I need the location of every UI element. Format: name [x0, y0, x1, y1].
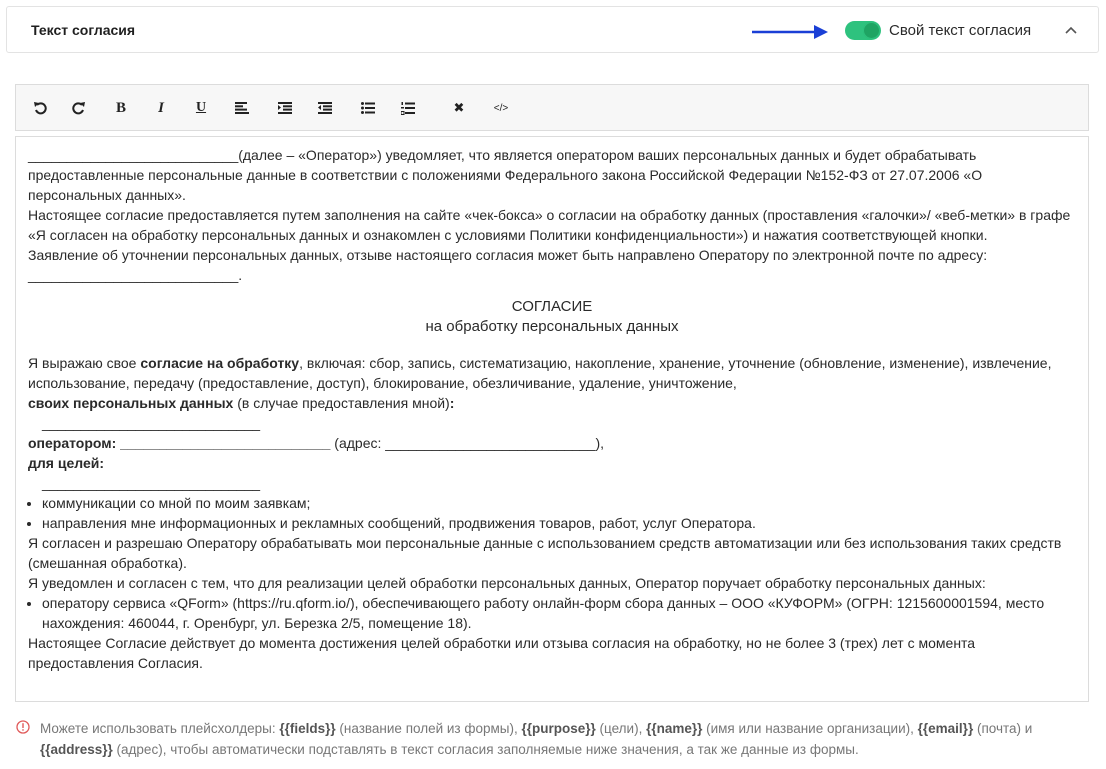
outdent-button[interactable]: [313, 96, 337, 120]
arrow-right-icon: [752, 24, 830, 40]
bullet-list-icon: [361, 102, 375, 114]
indent-icon: [278, 102, 292, 114]
paragraph-duration: Настоящее Согласие действует до момента достижения целей обработки или отзыва согласия на обработку, но не более 3 (трех) лет с момента предоставления Согласия.: [28, 635, 976, 671]
blank-data: ____________________________: [42, 415, 261, 431]
paragraph-automation: Я согласен и разрешаю Оператору обрабатывать мои персональные данные с использованием средств автоматизации или без использования таких средств (смешанная обработка).: [28, 535, 1062, 571]
custom-text-toggle[interactable]: [845, 21, 881, 40]
code-icon: </>: [493, 102, 509, 114]
hint-text: Можете использовать плейсхолдеры: {{fields}} (название полей из формы), {{purpose}} (цели), {{name}} (имя или название организации), {{email}} (почта) и {{address}} (адрес), чтобы автоматически подставлять в текст согласия заполняемые ниже значения, а так же данные из формы.: [40, 721, 1033, 757]
consent-text-editor[interactable]: [15, 136, 1089, 702]
consent-heading: СОГЛАСИЕ: [511, 298, 593, 315]
consent-subheading: на обработку персональных данных: [425, 318, 679, 335]
outdent-icon: [318, 102, 332, 114]
paragraph-own-data: своих персональных данных (в случае предоставления мной):: [28, 395, 455, 411]
bold-button[interactable]: [109, 96, 133, 120]
paragraph-operator: ___________________________(далее – «Оператор») уведомляет, что является оператором ваших персональных данных и будет обрабатывать предоставленные персональные данные в соответствии с положениями Федерального закона Российской Федерации №152-ФЗ от 27.07.2006 «О персональных данных».: [28, 147, 983, 203]
numbered-list-icon: [401, 102, 415, 115]
italic-icon: I: [158, 99, 164, 116]
numbered-list-button[interactable]: [396, 96, 420, 120]
chevron-up-icon[interactable]: [1063, 23, 1079, 39]
paragraph-withdrawal-email: ___________________________.: [28, 267, 243, 283]
paragraph-consent: Я выражаю свое согласие на обработку, включая: сбор, запись, систематизацию, накопление, хранение, уточнение (обновление, изменение), извлечение, использование, передачу (предоставление, доступ), блокирование, обезличивание, удаление, уничтожение,: [28, 355, 1052, 391]
purpose-list: [28, 493, 1076, 533]
underline-icon: U: [195, 100, 207, 115]
toggle-label: Свой текст согласия: [889, 22, 1032, 39]
underline-button[interactable]: [189, 96, 213, 120]
paragraph-operator-line: оператором: ___________________________ (адрес: ___________________________),: [28, 435, 605, 451]
consent-text-header: [6, 6, 1099, 53]
paragraph-delegation: Я уведомлен и согласен с тем, что для реализации целей обработки персональных данных, Оператор поручает обработку персональных данных:: [28, 575, 986, 591]
info-icon: [16, 720, 30, 734]
undo-button[interactable]: [28, 96, 52, 120]
list-item: • направления мне информационных и рекламных сообщений, продвижения товаров, работ, услуг Оператора.: [42, 513, 1076, 533]
align-left-icon: [235, 102, 249, 114]
italic-button[interactable]: [149, 96, 173, 120]
processor-list: [28, 593, 1076, 633]
clear-format-button[interactable]: [447, 96, 471, 120]
clear-format-icon: ✖: [453, 100, 465, 115]
paragraph-checkbox: Настоящее согласие предоставляется путем заполнения на сайте «чек-бокса» о согласии на обработку данных (проставления «галочки»/ «веб-метки» в графе «Я согласен на обработку персональных данных и ознакомлен с условиями Политики конфиденциальности») и нажатия соответствующей кнопки.: [28, 207, 1071, 243]
list-item: • коммуникации со мной по моим заявкам;: [42, 493, 1076, 513]
undo-icon: [33, 101, 47, 115]
blank-purpose: ____________________________: [42, 475, 261, 491]
redo-icon: [72, 101, 86, 115]
editor-toolbar: [15, 84, 1089, 131]
list-item: • оператору сервиса «QForm» (https://ru.qform.io/), обеспечивающего работу онлайн-форм сбора данных – ООО «КУФОРМ» (ОГРН: 1215600001594, место нахождения: 460044, г. Оренбург, ул. Березка 2/5, помещение 18).: [42, 593, 1076, 633]
redo-button[interactable]: [67, 96, 91, 120]
header-title: Текст согласия: [31, 22, 136, 38]
bullet-list-button[interactable]: [356, 96, 380, 120]
align-left-button[interactable]: [230, 96, 254, 120]
bold-icon: B: [115, 99, 126, 116]
placeholder-hint: [16, 718, 1096, 760]
paragraph-purposes: для целей:: [28, 455, 104, 471]
paragraph-withdrawal: Заявление об уточнении персональных данных, отзыве настоящего согласия может быть направлено Оператору по электронной почте по адресу:: [28, 247, 988, 263]
indent-button[interactable]: [273, 96, 297, 120]
toggle-knob: [863, 22, 880, 39]
code-view-button[interactable]: [489, 96, 513, 120]
